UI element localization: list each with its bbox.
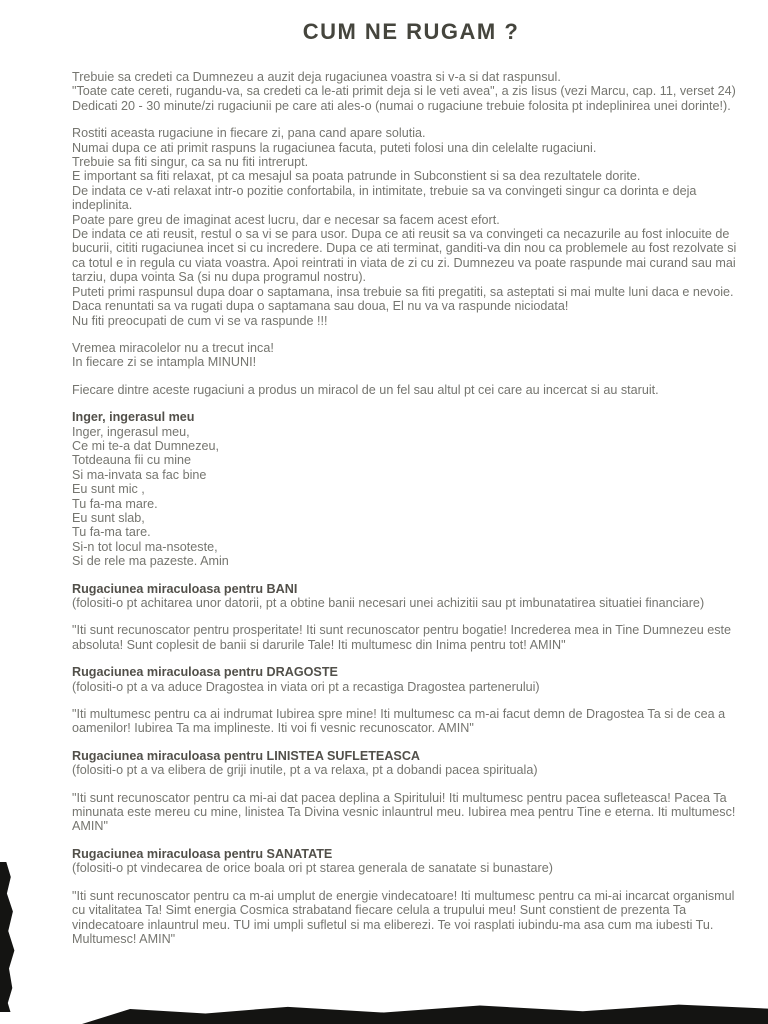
text-line: Eu sunt slab, — [72, 510, 145, 525]
section-poem — [72, 410, 750, 568]
section-testimony — [72, 383, 750, 397]
text-line: Totdeauna fii cu mine — [72, 453, 192, 468]
section-heading: Inger, ingerasul meu — [72, 410, 195, 425]
section-instructions — [72, 126, 750, 328]
document-content — [72, 0, 750, 946]
text-line: Si ma-invata sa fac bine — [72, 467, 207, 482]
text-line: (folositi-o pt achitarea unor datorii, pt a obtine banii necesari unei achizitii sau pt imbunatatirea situatiei financiare) — [72, 596, 705, 610]
text-line: Numai dupa ce ati primit raspuns la rugaciunea facuta, puteti folosi una din celelalte rugaciuni. — [72, 140, 597, 155]
scan-artifact-bottom-edge — [82, 1002, 768, 1024]
text-line: (folositi-o pt a va aduce Dragostea in viata ori pt a recastiga Dragostea partenerului) — [72, 679, 540, 694]
section-prayer-bani-text — [72, 623, 750, 652]
text-line: E important sa fiti relaxat, pt ca mesajul sa poata patrunde in Subconstient si sa dea rezultatele dorite. — [72, 169, 641, 184]
text-line: "Iti sunt recunoscator pentru prosperitate! Iti sunt recunoscator pentru bogatie! Increderea mea in Tine Dumnezeu este absoluta! Sunt coplesit de banii si darurile Tale! Iti multumesc din Inima pentru tot! AMIN" — [72, 623, 732, 652]
section-heading: Rugaciunea miraculoasa pentru DRAGOSTE — [72, 665, 338, 680]
text-line: De indata ce ati reusit, restul o sa vi se para usor. Dupa ce ati reusit sa va convingeti ca necazurile au fost inlocuite de bucurii, cititi rugaciunea incet si cu incredere. Dupa ce ati terminat, ganditi-va din nou ca problemele au fost rezolvate si ca totul e in regula cu viata voastra. Apoi reintrati in viata de zi cu zi. Dumnezeu va poate raspunde mai curand sau mai tarziu, dupa vointa Sa (si nu dupa programul nostru). — [72, 227, 737, 285]
text-line: (folositi-o pt vindecarea de orice boala ori pt starea generala de sanatate si bunastare) — [72, 861, 553, 876]
text-line: Daca renuntati sa va rugati dupa o saptamana sau doua, El nu va va raspunde niciodata! — [72, 299, 569, 314]
text-line: Puteti primi raspunsul dupa doar o saptamana, insa trebuie sa fiti pregatiti, sa asteptati si mai multe luni daca e nevoie. — [72, 284, 734, 299]
text-line: Poate pare greu de imaginat acest lucru, dar e necesar sa facem acest efort. — [72, 212, 500, 227]
text-line: Tu fa-ma tare. — [72, 525, 151, 540]
text-line: Fiecare dintre aceste rugaciuni a produs un miracol de un fel sau altul pt cei care au incercat si au staruit. — [72, 382, 659, 397]
text-line: Ce mi te-a dat Dumnezeu, — [72, 438, 219, 453]
document-body — [72, 70, 750, 946]
text-line: Trebuie sa fiti singur, ca sa nu fiti intrerupt. — [72, 155, 309, 170]
text-line: Trebuie sa credeti ca Dumnezeu a auzit deja rugaciunea voastra si v-a si dat raspunsul. — [72, 70, 561, 84]
section-heading: Rugaciunea miraculoasa pentru SANATATE — [72, 846, 333, 861]
text-line: Tu fa-ma mare. — [72, 496, 158, 511]
text-line: "Iti multumesc pentru ca ai indrumat Iubirea spre mine! Iti multumesc ca m-ai facut demn de Dragostea Ta si de cea a oamenilor! Iubirea Ta ma implineste. Iti voi fi vesnic recunoscator. AMIN" — [72, 707, 726, 736]
section-prayer-sanatate-heading — [72, 847, 750, 876]
text-line: De indata ce v-ati relaxat intr-o pozitie confortabila, in intimitate, trebuie sa va convingeti singur ca dorinta e deja indeplinita. — [72, 183, 697, 213]
section-prayer-dragoste-text — [72, 707, 750, 736]
text-line: (folositi-o pt a va elibera de griji inutile, pt a va relaxa, pt a dobandi pacea spirituala) — [72, 763, 538, 778]
section-intro — [72, 70, 750, 113]
section-prayer-dragoste-heading — [72, 665, 750, 694]
section-prayer-linistea-text — [72, 791, 750, 834]
text-line: "Toate cate cereti, rugandu-va, sa credeti ca le-ati primit deja si le veti avea", a zis Iisus (vezi Marcu, cap. 11, verset 24) — [72, 84, 736, 99]
text-line: Nu fiti preocupati de cum vi se va raspunde !!! — [72, 313, 328, 328]
section-heading: Rugaciunea miraculoasa pentru LINISTEA SUFLETEASCA — [72, 748, 421, 763]
page-title: CUM NE RUGAM ? — [302, 19, 520, 44]
text-line: Inger, ingerasul meu, — [72, 424, 190, 439]
text-line: Eu sunt mic , — [72, 482, 145, 497]
text-line: "Iti sunt recunoscator pentru ca m-ai umplut de energie vindecatoare! Iti multumesc pentru ca mi-ai incarcat organismul cu vitalitatea Ta! Simt energia Cosmica strabatand fiecare celula a trupului meu! Sunt constient de prezenta Ta vindecatoare inlauntrul meu. TU imi umpli sufletul si ma eliberezi. Te voi rasplati iubindu-ma asa cum ma iubesti Tu. Multumesc! AMIN" — [72, 888, 735, 946]
text-line: Si-n tot locul ma-nsoteste, — [72, 539, 218, 554]
text-line: "Iti sunt recunoscator pentru ca mi-ai dat pacea deplina a Spiritului! Iti multumesc pentru pacea sufleteasca! Pacea Ta minunata este mereu cu mine, linistea Ta Divina vesnic inlauntrul meu. Iubirea mea pentru Tine e eterna. Iti multumesc! AMIN" — [72, 790, 736, 834]
scan-artifact-left-edge — [0, 862, 15, 1012]
text-line: Vremea miracolelor nu a trecut inca! — [72, 340, 274, 355]
text-line: Si de rele ma pazeste. Amin — [72, 554, 229, 569]
text-line: In fiecare zi se intampla MINUNI! — [72, 355, 257, 370]
section-heading: Rugaciunea miraculoasa pentru BANI — [72, 581, 298, 596]
section-prayer-linistea-heading — [72, 749, 750, 778]
section-prayer-sanatate-text — [72, 889, 750, 947]
section-miracles — [72, 341, 750, 370]
section-prayer-bani-heading — [72, 582, 750, 611]
text-line: Dedicati 20 - 30 minute/zi rugaciunii pe care ati ales-o (numai o rugaciune trebuie folosita pt indeplinirea unei dorinte!). — [72, 98, 731, 113]
text-line: Rostiti aceasta rugaciune in fiecare zi, pana cand apare solutia. — [72, 126, 426, 141]
